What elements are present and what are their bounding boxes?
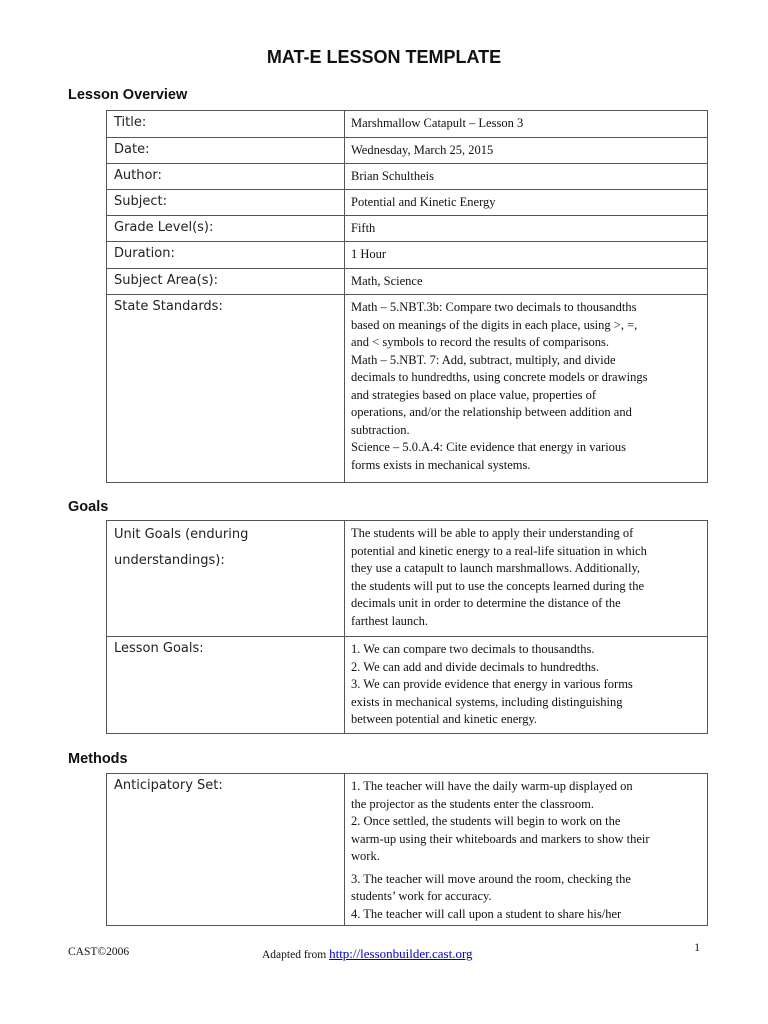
footer-adapted-prefix: Adapted from bbox=[262, 949, 330, 961]
goals-table bbox=[106, 520, 708, 734]
text-line: exists in mechanical systems, including distinguishing bbox=[351, 694, 623, 709]
text-line: Science – 5.0.A.4: Cite evidence that energy in various bbox=[351, 440, 627, 454]
footer-adapted bbox=[262, 946, 473, 962]
page-number: 1 bbox=[694, 942, 700, 954]
standards-text bbox=[345, 295, 708, 483]
text-line: 1. The teacher will have the daily warm-up displayed on bbox=[351, 779, 633, 793]
section-heading-goals: Goals bbox=[68, 499, 109, 515]
row-label: Grade Level(s): bbox=[107, 216, 345, 242]
text-line: students’ work for accuracy. bbox=[351, 889, 492, 903]
text-line: 2. Once settled, the students will begin to work on the bbox=[351, 814, 621, 828]
text-line: and strategies based on place value, properties of bbox=[351, 387, 597, 402]
row-value: Marshmallow Catapult – Lesson 3 bbox=[345, 111, 708, 138]
text-line: 3. The teacher will move around the room, checking the bbox=[351, 871, 631, 886]
unit-goals-text bbox=[345, 521, 708, 637]
row-label: Anticipatory Set: bbox=[107, 774, 345, 926]
text-line: 4. The teacher will call upon a student to share his/her bbox=[351, 906, 622, 921]
text-line: operations, and/or the relationship between addition and bbox=[351, 405, 632, 419]
text-line: farthest launch. bbox=[351, 613, 429, 628]
row-label bbox=[107, 521, 345, 637]
overview-row-date bbox=[107, 138, 708, 164]
overview-row-grade-level bbox=[107, 216, 708, 242]
row-value: Fifth bbox=[345, 216, 708, 242]
overview-row-author bbox=[107, 164, 708, 190]
overview-row-state-standards bbox=[107, 295, 708, 483]
footer-copyright: CAST©2006 bbox=[68, 946, 130, 958]
text-line: between potential and kinetic energy. bbox=[351, 712, 538, 726]
text-line: work. bbox=[351, 849, 380, 863]
row-label: Subject Area(s): bbox=[107, 269, 345, 295]
text-line: decimals to hundredths, using concrete models or drawings bbox=[351, 370, 648, 384]
goals-row-lesson bbox=[107, 637, 708, 734]
text-line: 1. We can compare two decimals to thousandths. bbox=[351, 642, 595, 656]
text-line: the students will put to use the concepts learned during the bbox=[351, 578, 644, 593]
unit-goals-label-line: understandings): bbox=[114, 553, 225, 568]
text-line: warm-up using their whiteboards and markers to show their bbox=[351, 831, 650, 846]
overview-row-subject bbox=[107, 190, 708, 216]
row-value: Brian Schultheis bbox=[345, 164, 708, 190]
overview-row-subject-area bbox=[107, 269, 708, 295]
section-heading-overview: Lesson Overview bbox=[68, 87, 188, 103]
footer-link[interactable]: http://lessonbuilder.cast.org bbox=[329, 946, 473, 961]
text-line: decimals unit in order to determine the distance of the bbox=[351, 596, 621, 610]
overview-row-title bbox=[107, 111, 708, 138]
row-value: Potential and Kinetic Energy bbox=[345, 190, 708, 216]
unit-goals-label-line: Unit Goals (enduring bbox=[114, 527, 249, 542]
row-label: Title: bbox=[107, 111, 345, 138]
row-label: Lesson Goals: bbox=[107, 637, 345, 734]
text-line: and < symbols to record the results of comparisons. bbox=[351, 335, 610, 349]
row-value: Math, Science bbox=[345, 269, 708, 295]
overview-table bbox=[106, 110, 708, 483]
row-label: Author: bbox=[107, 164, 345, 190]
lesson-goals-text bbox=[345, 637, 708, 734]
text-line: they use a catapult to launch marshmallows. Additionally, bbox=[351, 561, 641, 575]
section-heading-methods: Methods bbox=[68, 751, 128, 767]
document-title: MAT-E LESSON TEMPLATE bbox=[266, 47, 502, 67]
goals-row-unit bbox=[107, 521, 708, 637]
row-value: 1 Hour bbox=[345, 242, 708, 269]
text-line: 3. We can provide evidence that energy in various forms bbox=[351, 677, 633, 691]
anticipatory-set-text bbox=[345, 774, 708, 926]
text-line: The students will be able to apply their understanding of bbox=[351, 526, 634, 540]
text-line: potential and kinetic energy to a real-life situation in which bbox=[351, 543, 647, 558]
row-label: Duration: bbox=[107, 242, 345, 269]
overview-row-duration bbox=[107, 242, 708, 269]
text-line: based on meanings of the digits in each place, using >, =, bbox=[351, 317, 638, 332]
text-line: 2. We can add and divide decimals to hundredths. bbox=[351, 659, 600, 674]
methods-table bbox=[106, 773, 708, 926]
row-label: Date: bbox=[107, 138, 345, 164]
row-label: State Standards: bbox=[107, 295, 345, 483]
text-line: subtraction. bbox=[351, 422, 410, 437]
text-line: Math – 5.NBT. 7: Add, subtract, multiply, and divide bbox=[351, 352, 616, 367]
page-footer bbox=[68, 944, 708, 964]
row-value: Wednesday, March 25, 2015 bbox=[345, 138, 708, 164]
row-label: Subject: bbox=[107, 190, 345, 216]
text-line: Math – 5.NBT.3b: Compare two decimals to thousandths bbox=[351, 300, 637, 314]
methods-row-anticipatory-set bbox=[107, 774, 708, 926]
text-line: forms exists in mechanical systems. bbox=[351, 457, 531, 472]
text-line: the projector as the students enter the classroom. bbox=[351, 796, 594, 811]
